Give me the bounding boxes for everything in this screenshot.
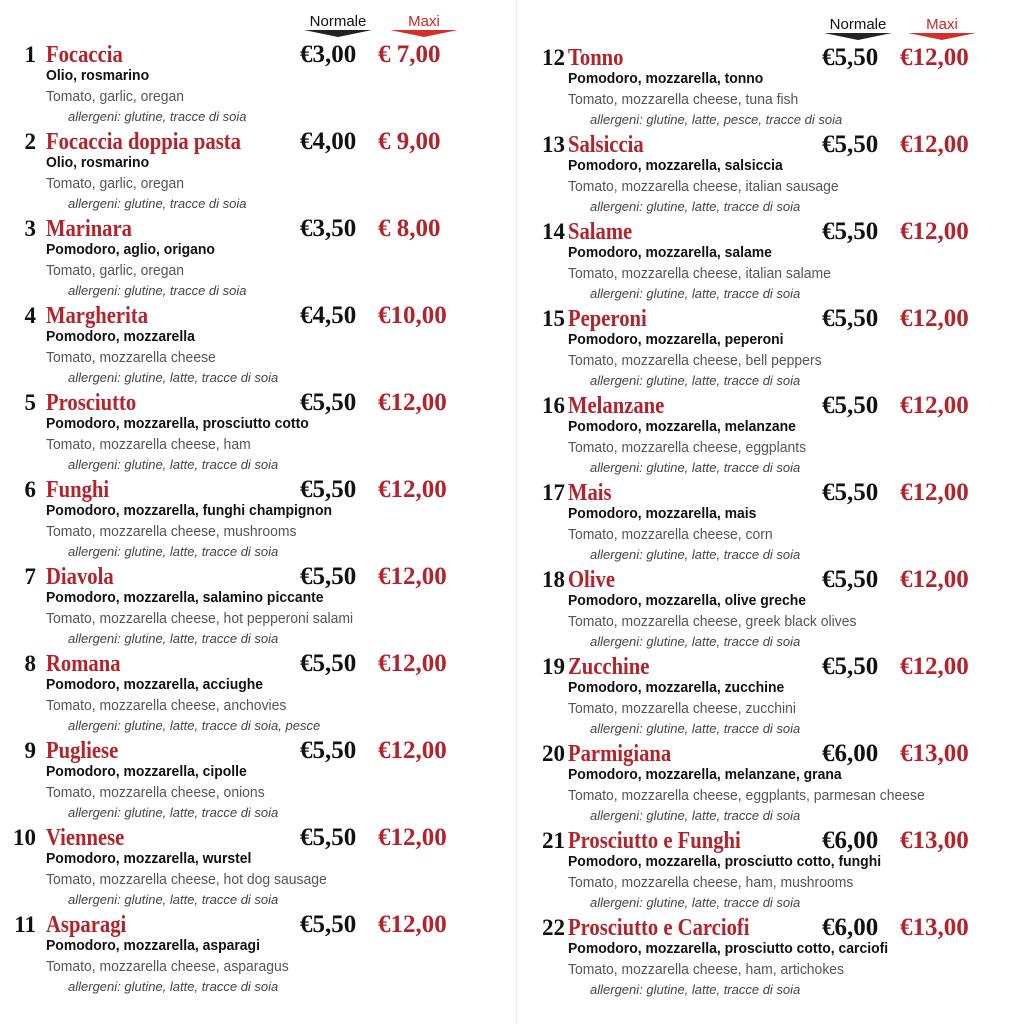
arrow-down-icon [390, 30, 458, 37]
item-number: 19 [542, 654, 565, 679]
price-maxi: €13,00 [900, 914, 969, 941]
menu-item [530, 393, 1018, 480]
item-allergens: allergeni: glutine, tracce di soia [68, 109, 247, 124]
item-ingredients-italian: Pomodoro, mozzarella, acciughe [46, 676, 264, 693]
price-maxi: €12,00 [900, 653, 969, 680]
menu-item [0, 651, 490, 738]
item-allergens: allergeni: glutine, latte, tracce di soia [590, 895, 801, 910]
header-normale [824, 16, 892, 40]
item-ingredients-italian: Pomodoro, mozzarella, wurstel [46, 850, 252, 867]
menu-column-left [0, 0, 490, 1024]
price-normale: €5,50 [822, 305, 879, 332]
price-maxi: €12,00 [378, 389, 447, 416]
price-normale: €5,50 [300, 737, 357, 764]
header-normale [304, 13, 372, 37]
item-ingredients-english: Tomato, mozzarella cheese, anchovies [46, 697, 287, 714]
menu-item [530, 132, 1018, 219]
item-ingredients-italian: Pomodoro, mozzarella, funghi champignon [46, 502, 332, 519]
item-ingredients-italian: Pomodoro, mozzarella, zucchine [568, 679, 785, 696]
price-normale: €3,00 [300, 41, 357, 68]
price-maxi: € 7,00 [378, 41, 441, 68]
item-allergens: allergeni: glutine, latte, tracce di soia [590, 634, 801, 649]
item-ingredients-italian: Pomodoro, mozzarella, salsiccia [568, 157, 783, 174]
item-name: Viennese [46, 825, 125, 851]
item-number: 18 [542, 567, 565, 592]
arrow-down-icon [908, 33, 976, 40]
item-ingredients-english: Tomato, garlic, oregan [46, 88, 185, 105]
item-allergens: allergeni: glutine, latte, pesce, tracce di soia [590, 112, 843, 127]
price-normale: €6,00 [822, 914, 879, 941]
item-number: 17 [542, 480, 565, 505]
item-ingredients-english: Tomato, mozzarella cheese, onions [46, 784, 265, 801]
menu-item [0, 564, 490, 651]
item-number: 9 [24, 738, 36, 763]
item-number: 21 [542, 828, 565, 853]
item-number: 16 [542, 393, 565, 418]
price-normale: €4,00 [300, 128, 357, 155]
item-ingredients-english: Tomato, garlic, oregan [46, 262, 185, 279]
header-maxi [390, 13, 458, 37]
price-normale: €6,00 [822, 827, 879, 854]
item-name: Diavola [46, 564, 114, 590]
item-allergens: allergeni: glutine, latte, tracce di soia [590, 199, 801, 214]
item-ingredients-italian: Pomodoro, mozzarella, olive greche [568, 592, 806, 609]
item-allergens: allergeni: glutine, latte, tracce di soia [590, 460, 801, 475]
item-name: Pugliese [46, 738, 119, 764]
item-allergens: allergeni: glutine, tracce di soia [68, 283, 247, 298]
item-ingredients-english: Tomato, mozzarella cheese, italian salame [568, 265, 831, 282]
item-number: 11 [14, 912, 36, 937]
item-name: Salame [568, 219, 633, 245]
item-name: Olive [568, 567, 616, 593]
item-number: 7 [24, 564, 36, 589]
item-name: Focaccia [46, 42, 123, 68]
item-allergens: allergeni: glutine, latte, tracce di soia [68, 805, 279, 820]
item-ingredients-italian: Pomodoro, mozzarella, prosciutto cotto, carciofi [568, 940, 889, 957]
menu-item [530, 45, 1018, 132]
item-ingredients-italian: Pomodoro, mozzarella, prosciutto cotto [46, 415, 309, 432]
item-ingredients-english: Tomato, mozzarella cheese, ham [46, 436, 251, 453]
item-name: Salsiccia [568, 132, 644, 158]
item-number: 14 [542, 219, 565, 244]
price-maxi: €12,00 [900, 305, 969, 332]
price-normale: €5,50 [300, 389, 357, 416]
item-number: 5 [24, 390, 36, 415]
item-ingredients-english: Tomato, mozzarella cheese [46, 349, 216, 366]
menu-item [0, 825, 490, 912]
menu-item [530, 828, 1018, 915]
menu-item [0, 390, 490, 477]
price-maxi: €12,00 [378, 476, 447, 503]
item-ingredients-italian: Pomodoro, mozzarella, mais [568, 505, 757, 522]
item-ingredients-italian: Pomodoro, mozzarella, melanzane [568, 418, 796, 435]
price-normale: €3,50 [300, 215, 357, 242]
menu-item [530, 741, 1018, 828]
header-maxi-label: Maxi [926, 16, 958, 33]
item-ingredients-italian: Pomodoro, mozzarella, salame [568, 244, 772, 261]
price-normale: €5,50 [300, 650, 357, 677]
price-normale: €5,50 [822, 653, 879, 680]
item-allergens: allergeni: glutine, latte, tracce di soia [590, 286, 801, 301]
item-ingredients-english: Tomato, mozzarella cheese, corn [568, 526, 773, 543]
item-ingredients-english: Tomato, mozzarella cheese, mushrooms [46, 523, 297, 540]
item-name: Asparagi [46, 912, 127, 938]
item-number: 2 [24, 129, 36, 154]
item-ingredients-english: Tomato, mozzarella cheese, ham, artichokes [568, 961, 845, 978]
price-maxi: €12,00 [900, 392, 969, 419]
item-ingredients-english: Tomato, mozzarella cheese, hot pepperoni salami [46, 610, 354, 627]
item-number: 3 [24, 216, 36, 241]
price-maxi: €13,00 [900, 827, 969, 854]
price-maxi: €12,00 [900, 131, 969, 158]
price-normale: €5,50 [300, 824, 357, 851]
item-ingredients-italian: Pomodoro, mozzarella, salamino piccante [46, 589, 324, 606]
item-name: Funghi [46, 477, 110, 503]
item-name: Focaccia doppia pasta [46, 129, 241, 155]
item-allergens: allergeni: glutine, latte, tracce di soia [590, 982, 801, 997]
item-name: Melanzane [568, 393, 665, 419]
item-name: Zucchine [568, 654, 650, 680]
item-ingredients-english: Tomato, mozzarella cheese, hot dog sausage [46, 871, 327, 888]
item-ingredients-english: Tomato, mozzarella cheese, greek black olives [568, 613, 857, 630]
price-maxi: €12,00 [378, 911, 447, 938]
item-number: 15 [542, 306, 565, 331]
price-maxi: €12,00 [378, 824, 447, 851]
price-maxi: €12,00 [900, 44, 969, 71]
item-name: Romana [46, 651, 121, 677]
item-allergens: allergeni: glutine, latte, tracce di soia, pesce [68, 718, 321, 733]
item-ingredients-english: Tomato, mozzarella cheese, tuna fish [568, 91, 799, 108]
item-ingredients-italian: Pomodoro, mozzarella, asparagi [46, 937, 260, 954]
header-normale-label: Normale [829, 16, 887, 33]
price-normale: €5,50 [822, 218, 879, 245]
item-ingredients-italian: Olio, rosmarino [46, 154, 150, 171]
price-normale: €5,50 [822, 479, 879, 506]
item-ingredients-english: Tomato, mozzarella cheese, zucchini [568, 700, 796, 717]
item-ingredients-english: Tomato, mozzarella cheese, italian sausage [568, 178, 839, 195]
menu-item [530, 219, 1018, 306]
item-allergens: allergeni: glutine, latte, tracce di soia [590, 808, 801, 823]
price-normale: €5,50 [822, 131, 879, 158]
menu-item [0, 912, 490, 999]
price-normale: €6,00 [822, 740, 879, 767]
price-maxi: € 9,00 [378, 128, 441, 155]
arrow-down-icon [824, 33, 892, 40]
item-ingredients-italian: Pomodoro, aglio, origano [46, 241, 215, 258]
item-allergens: allergeni: glutine, latte, tracce di soia [590, 547, 801, 562]
item-allergens: allergeni: glutine, latte, tracce di soia [590, 373, 801, 388]
item-number: 20 [542, 741, 565, 766]
item-number: 1 [24, 42, 36, 67]
item-name: Peperoni [568, 306, 647, 332]
price-maxi: € 8,00 [378, 215, 441, 242]
item-number: 6 [24, 477, 36, 502]
price-normale: €5,50 [300, 476, 357, 503]
menu-item [530, 480, 1018, 567]
price-normale: €5,50 [822, 392, 879, 419]
item-ingredients-italian: Pomodoro, mozzarella, peperoni [568, 331, 784, 348]
price-normale: €5,50 [822, 44, 879, 71]
price-normale: €4,50 [300, 302, 357, 329]
menu-item [530, 567, 1018, 654]
item-name: Margherita [46, 303, 149, 329]
menu-item [0, 477, 490, 564]
item-name: Prosciutto e Carciofi [568, 915, 750, 941]
item-ingredients-english: Tomato, garlic, oregan [46, 175, 185, 192]
item-allergens: allergeni: glutine, latte, tracce di soia [68, 979, 279, 994]
item-ingredients-english: Tomato, mozzarella cheese, bell peppers [568, 352, 822, 369]
price-maxi: €13,00 [900, 740, 969, 767]
item-number: 22 [542, 915, 565, 940]
item-number: 4 [24, 303, 36, 328]
item-ingredients-italian: Pomodoro, mozzarella [46, 328, 195, 345]
item-allergens: allergeni: glutine, latte, tracce di soia [68, 631, 279, 646]
item-allergens: allergeni: glutine, latte, tracce di soia [68, 544, 279, 559]
item-name: Prosciutto [46, 390, 137, 416]
menu-item [0, 42, 490, 129]
menu-item [530, 654, 1018, 741]
header-maxi-label: Maxi [408, 13, 440, 30]
item-allergens: allergeni: glutine, latte, tracce di soia [590, 721, 801, 736]
item-ingredients-english: Tomato, mozzarella cheese, asparagus [46, 958, 289, 975]
price-normale: €5,50 [300, 911, 357, 938]
item-ingredients-italian: Pomodoro, mozzarella, prosciutto cotto, funghi [568, 853, 882, 870]
header-normale-label: Normale [309, 13, 367, 30]
item-name: Mais [568, 480, 612, 506]
item-number: 10 [13, 825, 36, 850]
item-name: Tonno [568, 45, 624, 71]
item-number: 12 [542, 45, 565, 70]
item-name: Parmigiana [568, 741, 672, 767]
price-maxi: €12,00 [900, 479, 969, 506]
item-number: 8 [24, 651, 36, 676]
price-maxi: €12,00 [900, 566, 969, 593]
item-name: Prosciutto e Funghi [568, 828, 741, 854]
item-allergens: allergeni: glutine, latte, tracce di soia [68, 370, 279, 385]
price-normale: €5,50 [822, 566, 879, 593]
item-allergens: allergeni: glutine, latte, tracce di soia [68, 457, 279, 472]
item-ingredients-english: Tomato, mozzarella cheese, ham, mushrooms [568, 874, 854, 891]
menu-item [0, 738, 490, 825]
menu-item [0, 216, 490, 303]
item-allergens: allergeni: glutine, tracce di soia [68, 196, 247, 211]
item-ingredients-italian: Pomodoro, mozzarella, tonno [568, 70, 764, 87]
item-ingredients-italian: Pomodoro, mozzarella, melanzane, grana [568, 766, 842, 783]
header-maxi [908, 16, 976, 40]
price-maxi: €12,00 [900, 218, 969, 245]
menu-column-right [530, 0, 1018, 1024]
item-name: Marinara [46, 216, 132, 242]
item-ingredients-italian: Pomodoro, mozzarella, cipolle [46, 763, 247, 780]
price-normale: €5,50 [300, 563, 357, 590]
price-maxi: €12,00 [378, 563, 447, 590]
item-ingredients-italian: Olio, rosmarino [46, 67, 150, 84]
menu-item [530, 915, 1018, 1002]
item-allergens: allergeni: glutine, latte, tracce di soia [68, 892, 279, 907]
menu-item [0, 303, 490, 390]
price-maxi: €10,00 [378, 302, 447, 329]
price-maxi: €12,00 [378, 737, 447, 764]
item-ingredients-english: Tomato, mozzarella cheese, eggplants [568, 439, 807, 456]
page-fold [516, 0, 517, 1024]
item-number: 13 [542, 132, 565, 157]
menu-item [0, 129, 490, 216]
menu-item [530, 306, 1018, 393]
arrow-down-icon [304, 30, 372, 37]
item-ingredients-english: Tomato, mozzarella cheese, eggplants, parmesan cheese [568, 787, 925, 804]
price-maxi: €12,00 [378, 650, 447, 677]
